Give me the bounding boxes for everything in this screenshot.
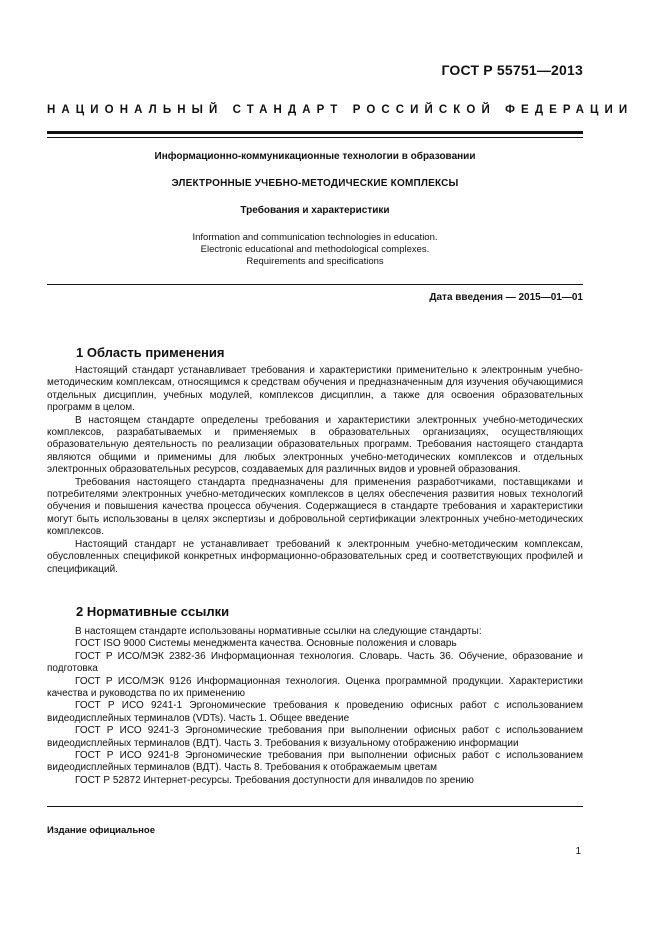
gost-code: ГОСТ Р 55751—2013 bbox=[441, 62, 583, 78]
section-1-heading: 1 Область применения bbox=[76, 345, 225, 360]
reference-item: ГОСТ ISO 9000 Системы менеджмента качества. Основные положения и словарь bbox=[75, 638, 457, 650]
paragraph: В настоящем стандарте использованы нормативные ссылки на следующие стандарты: bbox=[75, 626, 482, 637]
paragraph: В настоящем стандарте определены требования и характеристики электронных учебно-методических комплексов, разрабатываемых и применяемых в образовательных организациях, осуществляющих образовательную деятельность по реализации образовательных программ. Требования настоящего стандарта являются общими и применимы для любых электронных учебно-методических комплексов и отдельных электронных образовательных ресурсов, создаваемых для различных видов и уровней образования. bbox=[47, 414, 583, 476]
reference-item: ГОСТ Р ИСО/МЭК 2382-36 Информационная технология. Словарь. Часть 36. Обучение, образование и подготовка bbox=[47, 650, 583, 675]
header-rule-thick bbox=[47, 131, 583, 134]
reference-item: ГОСТ Р 52872 Интернет-ресурсы. Требования доступности для инвалидов по зрению bbox=[75, 774, 474, 786]
header-rule-thin bbox=[47, 137, 583, 138]
paragraph: Требования настоящего стандарта предназначены для применения разработчиками, поставщиками и потребителями электронных учебно-методических комплексов в целях обеспечения развития новых технологий обучения и повышения качества процесса обучения. Содержащиеся в стандарте требования и характеристики могут быть использованы в целях экспертизы и добровольной сертификации электронных учебно-методических комплексов. bbox=[47, 476, 583, 538]
official-edition-label: Издание официальное bbox=[47, 825, 155, 836]
english-title bbox=[47, 232, 583, 268]
document-title: ЭЛЕКТРОННЫЕ УЧЕБНО-МЕТОДИЧЕСКИЕ КОМПЛЕКСЫ bbox=[171, 178, 459, 189]
footer-rule bbox=[47, 806, 583, 807]
title-separator bbox=[47, 284, 583, 285]
section-2-heading: 2 Нормативные ссылки bbox=[76, 604, 230, 619]
reference-item: ГОСТ Р ИСО 9241-3 Эргономические требования при выполнении офисных работ с использованием видеодисплейных терминалов (ВДТ). Часть 3. Требования к визуальному отображению информации bbox=[47, 725, 583, 749]
page-number: 1 bbox=[575, 846, 581, 857]
english-title-line: Electronic educational and methodological complexes. bbox=[200, 244, 430, 255]
document-subject: Информационно-коммуникационные технологии в образовании bbox=[154, 151, 476, 162]
national-standard-title: НАЦИОНАЛЬНЫЙ СТАНДАРТ РОССИЙСКОЙ ФЕДЕРАЦИИ bbox=[47, 104, 634, 116]
paragraph: Настоящий стандарт устанавливает требования и характеристики применительно к электронным учебно-методическим комплексам, относящимся к средствам обучения и предназначенным для изучения обучающимися отдельных дисциплин, учебных модулей, комплексов дисциплин, а также для освоения образовательных программ в целом. bbox=[47, 365, 583, 414]
paragraph: Настоящий стандарт не устанавливает требований к электронным учебно-методическим комплексам, обусловленных спецификой конкретных информационно-образовательных сред и соответствующих профилей и спецификаций. bbox=[47, 538, 583, 575]
english-title-line: Information and communication technologies in education. bbox=[192, 232, 438, 243]
introduction-date: Дата введения — 2015—01—01 bbox=[429, 292, 583, 303]
reference-item: ГОСТ Р ИСО/МЭК 9126 Информационная технология. Оценка программной продукции. Характеристики качества и руководства по их применению bbox=[47, 675, 583, 700]
section-1-body bbox=[47, 365, 583, 576]
reference-item: ГОСТ Р ИСО 9241-8 Эргономические требования при выполнении офисных работ с использованием видеодисплейных терминалов (ВДТ). Часть 8. Требования к отображаемым цветам bbox=[47, 750, 583, 774]
reference-item: ГОСТ Р ИСО 9241-1 Эргономические требования к проведению офисных работ с использованием видеодисплейных терминалов (VDTs). Часть 1. Общее введение bbox=[47, 700, 583, 724]
english-title-line: Requirements and specifications bbox=[246, 256, 384, 267]
section-2-body bbox=[47, 626, 583, 787]
document-subtitle: Требования и характеристики bbox=[240, 205, 390, 216]
